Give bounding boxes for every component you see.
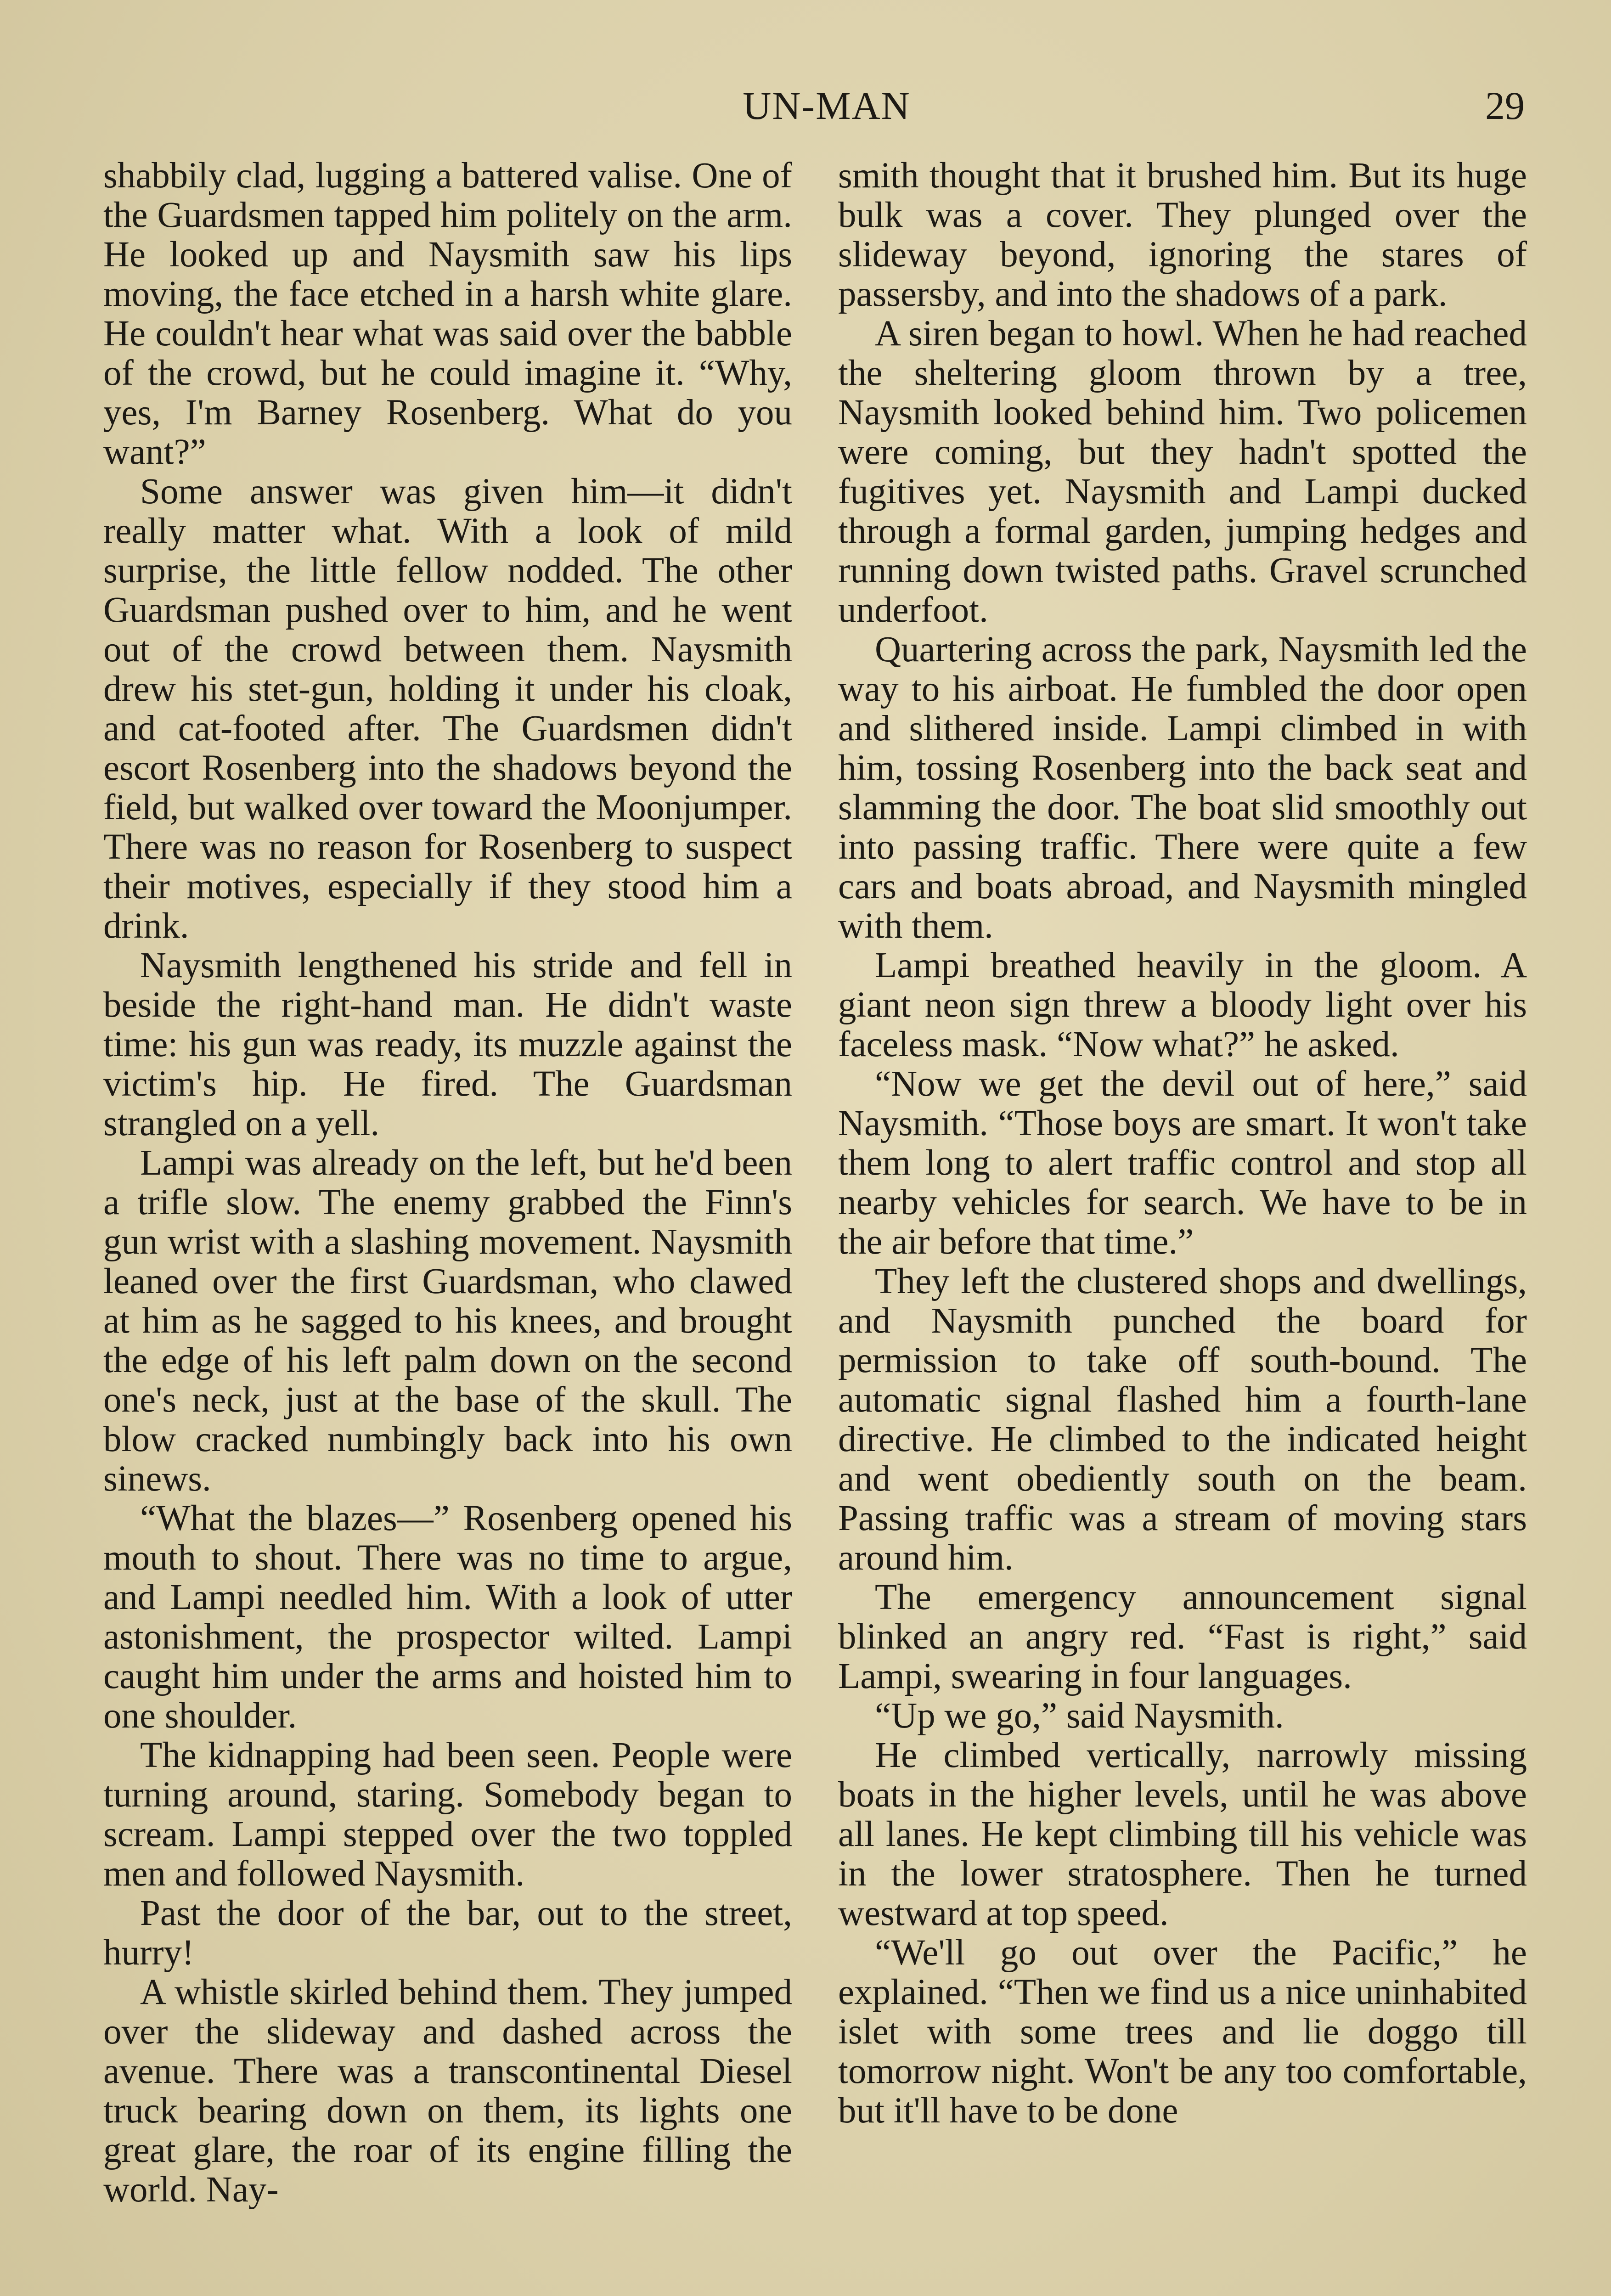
paragraph: The kidnapping had been seen. People were turning around, staring. Somebody began to scream. Lampi stepped over the two toppled men and followed Naysmith. — [103, 1735, 792, 1894]
paragraph: A whistle skirled behind them. They jumped over the slideway and dashed across the avenue. There was a transcontinental Diesel truck bearing down on them, its lights one great glare, the roar of its engine filling the world. Nay- — [103, 1972, 792, 2210]
paragraph: smith thought that it brushed him. But its huge bulk was a cover. They plunged over the slideway beyond, ignoring the stares of passersby, and into the shadows of a park. — [838, 156, 1527, 314]
paragraph: Lampi breathed heavily in the gloom. A giant neon sign threw a bloody light over his faceless mask. “Now what?” he asked. — [838, 945, 1527, 1064]
paragraph: “Now we get the devil out of here,” said Naysmith. “Those boys are smart. It won't take them long to alert traffic control and stop all nearby vehicles for search. We have to be in the air before that time.” — [838, 1064, 1527, 1262]
paragraph: Lampi was already on the left, but he'd been a trifle slow. The enemy grabbed the Finn's gun wrist with a slashing movement. Naysmith leaned over the first Guardsman, who clawed at him as he sagged to his knees, and brought the edge of his left palm down on the second one's neck, just at the base of the skull. The blow cracked numbingly back into his own sinews. — [103, 1143, 792, 1499]
paragraph: “What the blazes—” Rosenberg opened his mouth to shout. There was no time to argue, and Lampi needled him. With a look of utter astonishment, the prospector wilted. Lampi caught him under the arms and hoisted him to one shoulder. — [103, 1498, 792, 1736]
running-title: UN-MAN — [743, 84, 911, 128]
paragraph: “Up we go,” said Naysmith. — [875, 1696, 1284, 1736]
paragraph: They left the clustered shops and dwellings, and Naysmith punched the board for permission to take off south-bound. The automatic signal flashed him a fourth-lane directive. He climbed to the indicated height and went obediently south on the beam. Passing traffic was a stream of moving stars around him. — [838, 1261, 1527, 1578]
paragraph: shabbily clad, lugging a battered valise. One of the Guardsmen tapped him politely on the arm. He looked up and Naysmith saw his lips moving, the face etched in a harsh white glare. He couldn't hear what was said over the babble of the crowd, but he could imagine it. “Why, yes, I'm Barney Rosenberg. What do you want?” — [103, 156, 792, 472]
text-column-right — [838, 156, 1527, 2131]
text-column-left — [103, 156, 792, 2210]
paragraph: Some answer was given him—it didn't really matter what. With a look of mild surprise, the little fellow nodded. The other Guardsman pushed over to him, and he went out of the crowd between them. Naysmith drew his stet-gun, holding it under his cloak, and cat-footed after. The Guardsmen didn't escort Rosenberg into the shadows beyond the field, but walked over toward the Moonjumper. There was no reason for Rosenberg to suspect their motives, especially if they stood him a drink. — [103, 472, 792, 946]
paragraph: Past the door of the bar, out to the street, hurry! — [103, 1893, 792, 1973]
paragraph: Naysmith lengthened his stride and fell in beside the right-hand man. He didn't waste time: his gun was ready, its muzzle against the victim's hip. He fired. The Guardsman strangled on a yell. — [103, 945, 792, 1143]
paragraph: “We'll go out over the Pacific,” he explained. “Then we find us a nice uninhabited islet with some trees and lie doggo till tomorrow night. Won't be any too comfortable, but it'll have to be done — [838, 1933, 1527, 2131]
paragraph: A siren began to howl. When he had reached the sheltering gloom thrown by a tree, Naysmith looked behind him. Two policemen were coming, but they hadn't spotted the fugitives yet. Naysmith and Lampi ducked through a formal garden, jumping hedges and running down twisted paths. Gravel scrunched underfoot. — [838, 314, 1527, 630]
paragraph: The emergency announcement signal blinked an angry red. “Fast is right,” said Lampi, swearing in four languages. — [838, 1577, 1527, 1696]
paragraph: Quartering across the park, Naysmith led the way to his airboat. He fumbled the door open and slithered inside. Lampi climbed in with him, tossing Rosenberg into the back seat and slamming the door. The boat slid smoothly out into passing traffic. There were quite a few cars and boats abroad, and Naysmith mingled with them. — [838, 630, 1527, 946]
paragraph: He climbed vertically, narrowly missing boats in the higher levels, until he was above all lanes. He kept climbing till his vehicle was in the lower stratosphere. Then he turned westward at top speed. — [838, 1735, 1527, 1933]
page-number: 29 — [1485, 84, 1525, 128]
